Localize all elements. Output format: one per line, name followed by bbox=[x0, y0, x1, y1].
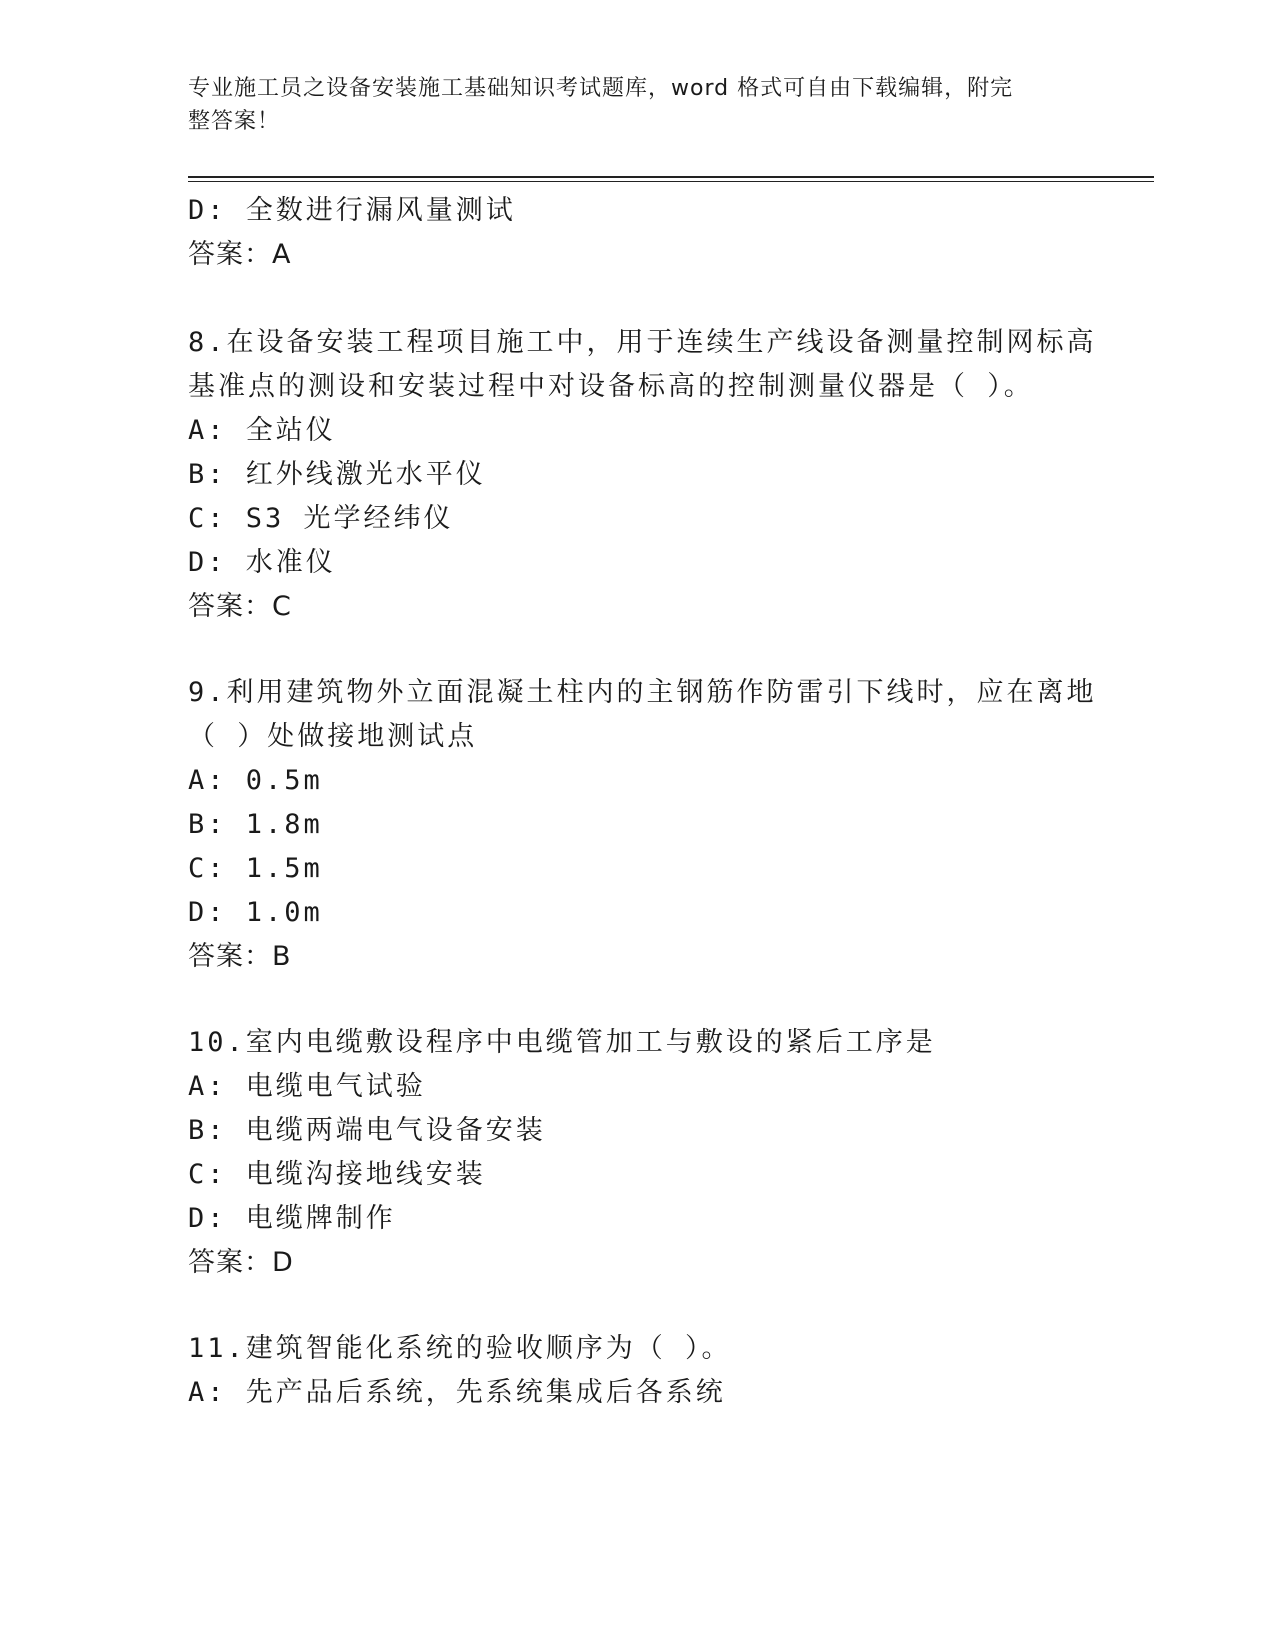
q8-option-c: C: S3 光学经纬仪 bbox=[188, 503, 454, 534]
q8-option-d: D: 水准仪 bbox=[188, 547, 336, 578]
q10-answer: 答案：D bbox=[188, 1247, 294, 1278]
q11-option-a: A: 先产品后系统，先系统集成后各系统 bbox=[188, 1377, 726, 1408]
q11-question-line-1: 11.建筑智能化系统的验收顺序为（ ）。 bbox=[188, 1333, 732, 1364]
q10-option-b: B: 电缆两端电气设备安装 bbox=[188, 1115, 546, 1146]
q8-question-line-2: 基准点的测设和安装过程中对设备标高的控制测量仪器是（ ）。 bbox=[188, 371, 1034, 402]
q8-answer: 答案：C bbox=[188, 591, 292, 622]
q7-option-d: D: 全数进行漏风量测试 bbox=[188, 195, 516, 226]
q8-option-b: B: 红外线激光水平仪 bbox=[188, 459, 486, 490]
q9-option-a: A: 0.5m bbox=[188, 765, 323, 796]
q9-question-line-1: 9.利用建筑物外立面混凝土柱内的主钢筋作防雷引下线时，应在离地 bbox=[188, 677, 1097, 708]
q10-option-d: D: 电缆牌制作 bbox=[188, 1203, 396, 1234]
q9-option-d: D: 1.0m bbox=[188, 897, 323, 928]
q9-option-b: B: 1.8m bbox=[188, 809, 323, 840]
q9-option-c: C: 1.5m bbox=[188, 853, 323, 884]
q9-question-line-2: （ ）处做接地测试点 bbox=[188, 721, 478, 752]
header-title-line-1: 专业施工员之设备安装施工基础知识考试题库，word 格式可自由下载编辑，附完 bbox=[188, 76, 1014, 101]
q10-question-line-1: 10.室内电缆敷设程序中电缆管加工与敷设的紧后工序是 bbox=[188, 1027, 936, 1058]
document-header bbox=[188, 72, 1088, 138]
header-title-line-2: 整答案！ bbox=[188, 109, 281, 134]
q10-option-c: C: 电缆沟接地线安装 bbox=[188, 1159, 486, 1190]
q10-option-a: A: 电缆电气试验 bbox=[188, 1071, 426, 1102]
q8-option-a: A: 全站仪 bbox=[188, 415, 336, 446]
q8-question-line-1: 8.在设备安装工程项目施工中，用于连续生产线设备测量控制网标高 bbox=[188, 327, 1097, 358]
q7-answer: 答案：A bbox=[188, 239, 292, 270]
header-divider-thick bbox=[188, 176, 1154, 178]
q9-answer: 答案：B bbox=[188, 941, 292, 972]
header-divider-thin bbox=[188, 181, 1154, 182]
